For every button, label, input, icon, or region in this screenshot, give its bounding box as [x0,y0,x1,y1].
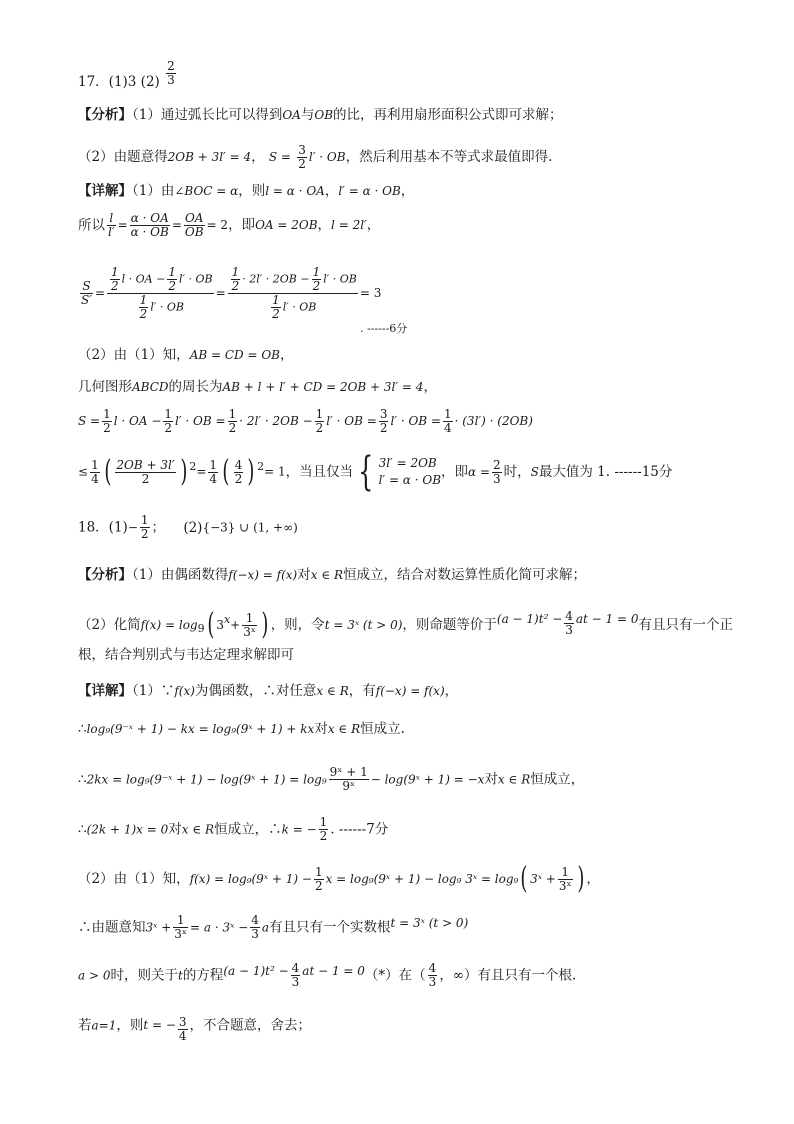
ss-big-fraction-2: $\frac{1}{2}$ · 2l′ · 2OB − $\frac{1}{2}$ l′ · OB $\frac{1}{2}$ l′ · OB [228,266,358,321]
q18-analysis-2: （2）化简$f(x) = \log_9$( $3^x+$ $\frac{1}{\text{3ˣ}}$ ) ，则，令t = 3ˣ (t > 0)，则命题等价于(a − 1)t² − $\frac{4}{3}$ at − 1 = 0有且只有一个正 [78,607,734,642]
q17-area-ratio-line: $\frac{S}{S'}$ = $\frac{1}{2}$ l · OA − $\frac{1}{2}$ l′ · OB $\frac{1}{2}$ l′ · OB = $\frac{1}{2}$ · 2l′ · 2OB − $\frac{1}{2}$ l′ · OB $\frac{1}{2}$ l′ · OB = 3 [81,265,382,321]
q17-analysis-1: 【分析】（1）通过弧长比可以得到OA与OB的比，再利用扇形面积公式即可求解； [78,107,563,123]
q17-head: 17．(1)3 (2) [78,74,160,90]
q18-detail-5: （2）由（1）知，f(x) = log₉(9ˣ + 1) − $\frac{1}{2}$ x = log₉(9ˣ + 1) − log₉ 3ˣ = log₉( 3ˣ + $\frac{1}{\text{3ˣ}}$ ) ， [78,861,600,896]
q17-analysis-2: （2）由题意得2OB + 3l′ = 4， S = $\frac{3}{2}$ l′ · OB，然后利用基本不等式求最值即得. [78,143,553,171]
q17-part2-line: （2）由（1）知，AB = CD = OB， [78,347,294,363]
q17-perimeter-line: 几何图形ABCD的周长为AB + l + l′ + CD = 2OB + 3l′ = 4， [78,379,437,395]
q17-ratio-line: 所以 $\frac{l}{l'}$ = $\frac{\alpha \cdot OA}{\alpha \cdot OB}$ = $\frac{OA}{OB}$ = 2，即OA = 2OB，l = 2l′， [78,211,381,239]
q17-answer-line [78,60,178,91]
equality-case-stack: 3l′ = 2OB l′ = α · OB [378,456,442,487]
q17-score-6: . ------6分 [360,322,408,335]
q18-analysis-1: 【分析】（1）由偶函数得f(−x) = f(x)对x ∈ R恒成立，结合对数运算性质化简可求解； [78,567,587,583]
ss-big-fraction-1: $\frac{1}{2}$ l · OA − $\frac{1}{2}$ l′ · OB $\frac{1}{2}$ l′ · OB [107,266,214,321]
q17-analysis2-fraction: $\frac{3}{2}$ [298,143,306,171]
q18-detail-4: ∴(2k + 1)x = 0对x ∈ R恒成立，∴k = − $\frac{1}{2}$ . ------7分 [78,815,389,843]
q17-inequality-line: ≤ $\frac{1}{4}$ ( $\frac{2OB + 3l'}{2}$ ) $^2$= $\frac{1}{4}$ ( $\frac{4}{2}$ ) $^2$= 1，当且仅当 { 3l′ = 2OB l′ = α · OB ，即α = $\frac{2}{3}$ 时，S最大值为 1. ------15分 [78,449,673,495]
ratio-l-fraction: $\frac{l}{l'}$ [108,211,115,239]
q18-detail-8: 若a=1，则t = − $\frac{3}{4}$ ，不合题意，舍去； [78,1015,312,1043]
q17-s-line: S = $\frac{1}{2}$ l · OA − $\frac{1}{2}$ l′ · OB = $\frac{1}{2}$ · 2l′ · 2OB − $\frac{1}{2}$ l′ · OB = $\frac{3}{2}$ l′ · OB = $\frac{1}{4}$ · (3l′) · (2OB) [78,407,533,435]
q18-detail-1: 【详解】（1）∵f(x)为偶函数，∴对任意x ∈ R，有f(−x) = f(x)， [78,683,459,699]
ss-fraction: $\frac{S}{S'}$ [81,279,92,307]
q18-detail-2: ∴log₉(9⁻ˣ + 1) − kx = log₉(9ˣ + 1) + kx对x ∈ R恒成立. [78,721,405,737]
ratio-o-fraction: $\frac{OA}{OB}$ [184,211,204,239]
ratio-alpha-fraction: $\frac{\alpha \cdot OA}{\alpha \cdot OB}$ [130,211,169,239]
q17-ans2-fraction: $\frac{2}{3}$ [167,59,175,87]
q18-analysis-2-cont: 根，结合判别式与韦达定理求解即可 [78,647,294,663]
q18-detail-7: a > 0时，则关于t的方程(a − 1)t² − $\frac{4}{3}$ at − 1 = 0（*）在（ $\frac{4}{3}$ ，∞）有且只有一个根. [78,961,577,989]
q18-detail-3: ∴2kx = log₉(9⁻ˣ + 1) − log(9ˣ + 1) = log₉ $\frac{\text{9ˣ + 1}}{\text{9ˣ}}$ − log(9ˣ + 1) = −x对x ∈ R恒成立， [78,765,585,793]
q18-answer-line: 18．(1)− $\frac{1}{2}$ ； (2){−3} ∪ (1, +∞) [78,513,298,541]
q17-detail-1: 【详解】（1）由∠BOC = α，则l = α · OA，l′ = α · OB， [78,183,415,199]
q18-detail-6: ∴由题意知3ˣ + $\frac{1}{\text{3ˣ}}$ = a · 3ˣ − $\frac{4}{3}$ a有且只有一个实数根t = 3ˣ (t > 0) [78,913,469,941]
